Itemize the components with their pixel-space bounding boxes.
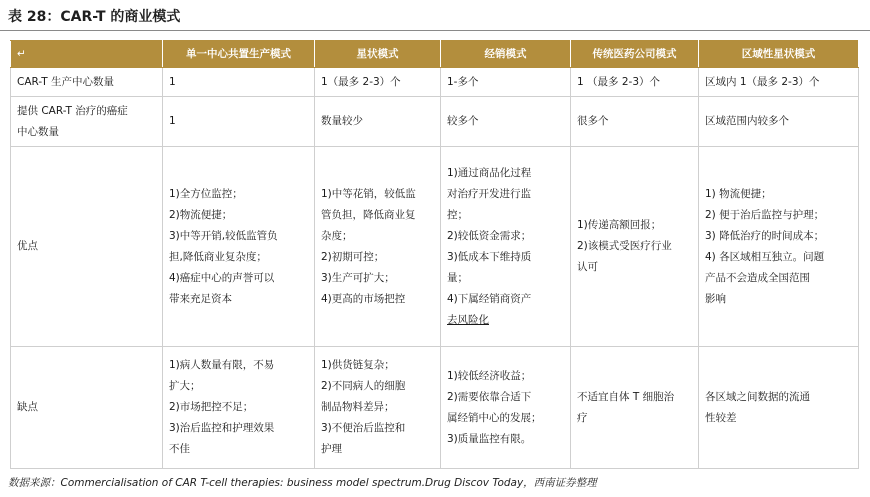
- cell-line: 2)市场把控不足；: [169, 401, 254, 413]
- cell-line: 3)中等开销,较低监管负: [169, 229, 278, 242]
- cell-line: 数量较少: [321, 115, 363, 127]
- column-header: 传统医药公司模式: [571, 41, 699, 68]
- cell-line: 不佳: [169, 443, 190, 455]
- cell-line: 3)质量监控有限。: [447, 432, 532, 445]
- cell-line: 2)该模式受医疗行业: [577, 240, 672, 252]
- header-row: [11, 41, 859, 68]
- row-label: [11, 97, 163, 147]
- column-header: 经销模式: [441, 41, 571, 68]
- cell-line: 1) 物流便捷；: [705, 187, 772, 200]
- cell-line: 2)初期可控；: [321, 250, 385, 263]
- table-cell: [571, 97, 699, 147]
- column-header: 单一中心共置生产模式: [163, 41, 315, 68]
- cell-line: 2)不同病人的细胞: [321, 380, 406, 392]
- cell-line: 制品物料差异；: [321, 401, 395, 413]
- row-label-line: CAR-T 生产中心数量: [17, 75, 114, 88]
- cell-line: 扩大；: [169, 380, 201, 392]
- table-cell: [571, 147, 699, 347]
- title-divider: [0, 30, 870, 31]
- row-label-line: 优点: [17, 240, 38, 252]
- row-label-line: 中心数量: [17, 125, 59, 138]
- cell-line: 2) 便于治后监控与护理；: [705, 208, 825, 221]
- cell-line: 各区域之间数据的流通: [705, 390, 810, 403]
- row-label: [11, 147, 163, 347]
- cell-line: 控；: [447, 208, 468, 221]
- table-cell: [699, 147, 859, 347]
- table-cell: [315, 347, 441, 469]
- table-cell: [315, 68, 441, 97]
- cell-line: 1（最多 2-3）个: [321, 75, 401, 88]
- cell-line: 1: [169, 75, 176, 88]
- table-cell: [571, 68, 699, 97]
- cell-line: 4)下属经销商资产: [447, 292, 532, 305]
- table-cell: [163, 147, 315, 347]
- cell-line: 1)供货链复杂；: [321, 359, 395, 371]
- cell-line: 管负担，降低商业复: [321, 208, 416, 221]
- cell-line: 1-多个: [447, 75, 479, 88]
- cell-line: 2)需要依靠合适下: [447, 390, 532, 403]
- cell-line: 1)较低经济收益；: [447, 369, 532, 382]
- cell-line: 2)较低资金需求；: [447, 229, 532, 242]
- cell-line: 较多个: [447, 115, 479, 127]
- cell-line: 区域内 1（最多 2-3）个: [705, 75, 820, 88]
- table-cell: [699, 97, 859, 147]
- table-row: [11, 147, 859, 347]
- table-title: 表 28：CAR-T 的商业模式: [8, 9, 181, 25]
- cell-line: 性较差: [705, 411, 737, 424]
- cell-line: 1: [169, 115, 176, 127]
- table-cell: [571, 347, 699, 469]
- cell-line: 3)治后监控和护理效果: [169, 422, 275, 434]
- column-header: 星状模式: [315, 41, 441, 68]
- table-cell: [441, 147, 571, 347]
- row-label: [11, 347, 163, 469]
- cell-line: 1)病人数量有限，不易: [169, 359, 275, 371]
- cell-line: 不适宜自体 T 细胞治: [577, 390, 675, 403]
- table-cell: [441, 347, 571, 469]
- cell-line: 4)癌症中心的声誉可以: [169, 271, 275, 284]
- source-note: 数据来源：Commercialisation of CAR T-cell therapies: business model spectrum.Drug Discov Today，西南证券整理: [8, 477, 597, 489]
- table-row: [11, 68, 859, 97]
- cell-line: 1 （最多 2-3）个: [577, 75, 661, 88]
- table-row: [11, 97, 859, 147]
- cell-line: 去风险化: [447, 313, 489, 326]
- cell-line: 疗: [577, 411, 588, 424]
- cell-line: 3)不便治后监控和: [321, 422, 406, 434]
- cell-line: 4) 各区域相互独立。问题: [705, 250, 825, 263]
- row-label-line: 缺点: [17, 401, 38, 413]
- table-cell: [163, 347, 315, 469]
- row-label-line: 提供 CAR-T 治疗的癌症: [17, 104, 128, 117]
- table-cell: [163, 97, 315, 147]
- cell-line: 1)通过商品化过程: [447, 166, 532, 179]
- cell-line: 2)物流便捷；: [169, 208, 233, 221]
- cell-line: 区域范围内较多个: [705, 115, 789, 127]
- cell-line: 3) 降低治疗的时间成本；: [705, 229, 825, 242]
- cell-line: 属经销中心的发展；: [447, 411, 542, 424]
- cell-line: 影响: [705, 292, 726, 305]
- cell-line: 3)低成本下维持质: [447, 250, 532, 263]
- business-model-table: [10, 40, 859, 469]
- table-cell: [315, 97, 441, 147]
- cell-line: 担,降低商业复杂度；: [169, 250, 267, 263]
- cell-line: 对治疗开发进行监: [447, 187, 531, 200]
- cell-line: 1)中等花销，较低监: [321, 187, 416, 200]
- table-row: [11, 347, 859, 469]
- cell-line: 1)全方位监控；: [169, 187, 243, 200]
- cell-line: 护理: [321, 443, 342, 455]
- row-label: [11, 68, 163, 97]
- table-cell: [315, 147, 441, 347]
- table-cell: [163, 68, 315, 97]
- cell-line: 认可: [577, 261, 598, 273]
- cell-line: 3)生产可扩大；: [321, 271, 395, 284]
- table-cell: [699, 347, 859, 469]
- cell-line: 很多个: [577, 115, 609, 127]
- cell-line: 4)更高的市场把控: [321, 292, 406, 305]
- table-cell: [441, 68, 571, 97]
- cell-line: 产品不会造成全国范围: [705, 271, 810, 284]
- cell-line: 1)传递高额回报；: [577, 219, 662, 231]
- cell-line: 量；: [447, 271, 468, 284]
- column-header: 区域性星状模式: [699, 41, 859, 68]
- header-corner: ↵: [11, 41, 163, 68]
- table-cell: [441, 97, 571, 147]
- cell-line: 杂度；: [321, 229, 353, 242]
- cell-line: 带来充足资本: [169, 292, 232, 305]
- table-cell: [699, 68, 859, 97]
